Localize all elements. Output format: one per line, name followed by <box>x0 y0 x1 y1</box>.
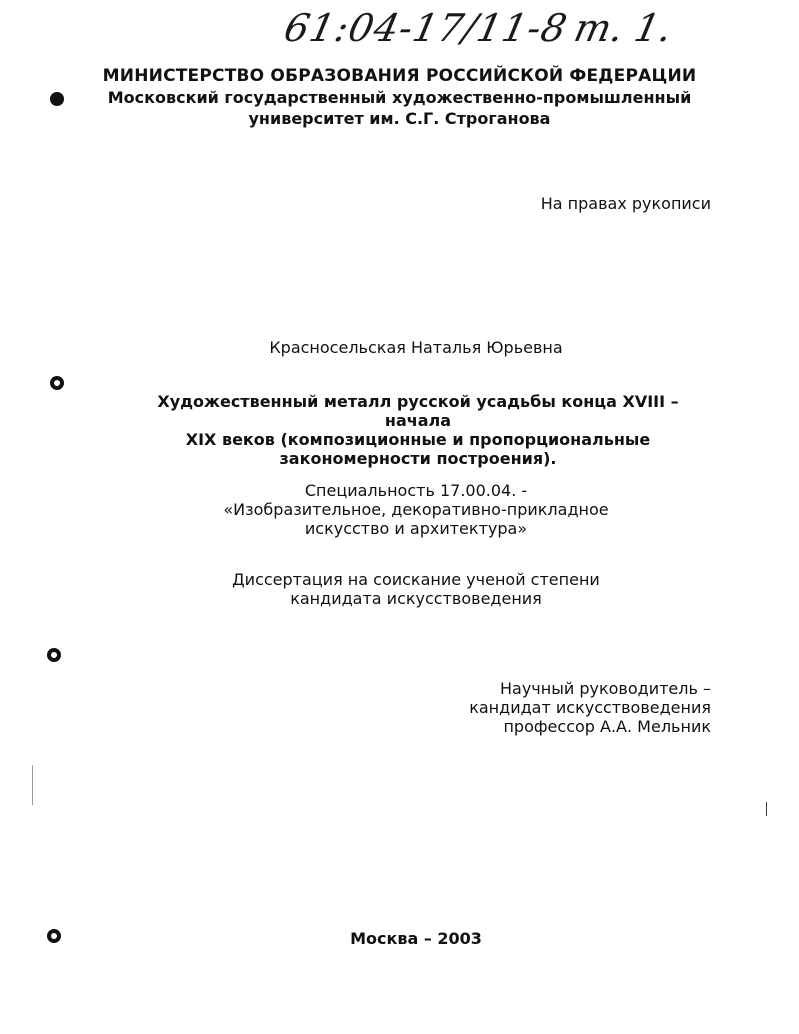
supervisor-line-1: Научный руководитель – <box>500 679 711 698</box>
specialty-block <box>200 481 632 538</box>
ministry-name: МИНИСТЕРСТВО ОБРАЗОВАНИЯ РОССИЙСКОЙ ФЕДЕРАЦИИ <box>102 66 697 86</box>
specialty-line-1: Специальность 17.00.04. - <box>304 481 528 500</box>
dissertation-title <box>130 392 706 468</box>
handwritten-archive-code <box>280 6 677 66</box>
volume-text: т. 1. <box>570 6 677 50</box>
degree-line-2: кандидата искусствоведения <box>290 589 542 608</box>
degree-line-1: Диссертация на соискание ученой степени <box>232 570 600 589</box>
archive-code-text: 61:04-17/11-8 <box>280 6 572 50</box>
city-year: Москва – 2003 <box>350 929 482 948</box>
specialty-line-2: «Изобразительное, декоративно-прикладное <box>223 500 609 519</box>
scan-margin-mark <box>766 802 767 816</box>
university-line-2: университет им. С.Г. Строганова <box>248 109 551 128</box>
supervisor-line-2: кандидат искусствоведения <box>469 698 711 717</box>
author-name: Красносельская Наталья Юрьевна <box>269 338 563 357</box>
supervisor-block <box>469 679 711 736</box>
scan-margin-mark <box>32 765 33 805</box>
binder-hole-icon <box>50 376 64 390</box>
university-line-1: Московский государственный художественно-промышленный <box>107 88 692 107</box>
specialty-line-3: искусство и архитектура» <box>304 519 528 538</box>
title-line-1: Художественный металл русской усадьбы конца XVIII – начала <box>157 392 679 430</box>
institution-header <box>0 66 799 129</box>
title-line-3: закономерности построения). <box>279 449 557 468</box>
supervisor-line-3: профессор А.А. Мельник <box>503 717 711 736</box>
title-line-2: XIX веков (композиционные и пропорциональные <box>185 430 651 449</box>
binder-hole-icon <box>47 648 61 662</box>
manuscript-rights-note: На правах рукописи <box>540 194 711 213</box>
degree-block <box>200 570 632 608</box>
